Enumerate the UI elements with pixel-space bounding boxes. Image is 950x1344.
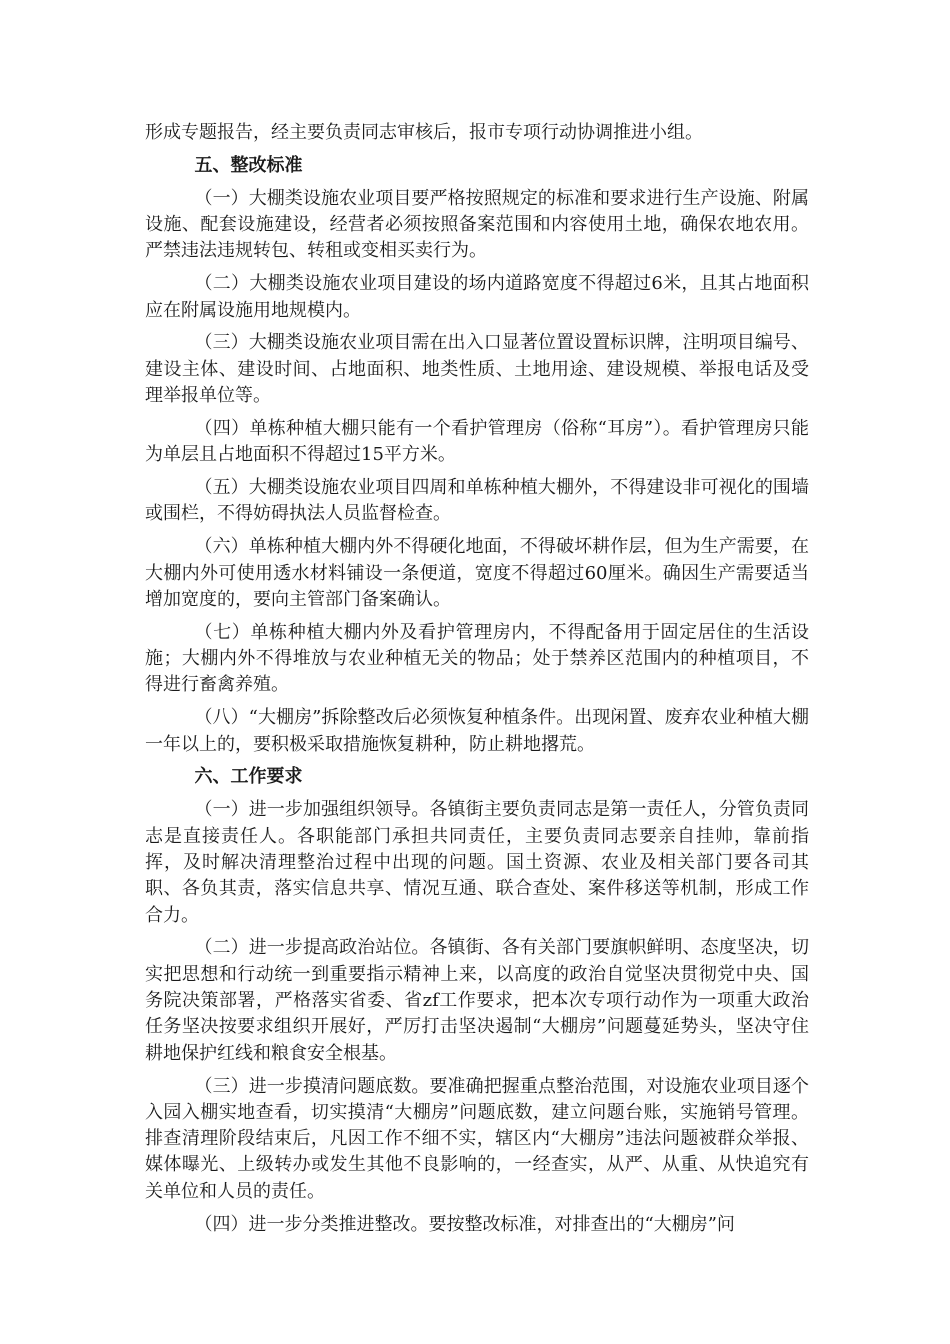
paragraph: （七）单栋种植大棚内外及看护管理房内，不得配备用于固定居住的生活设施；大棚内外不得堆放与农业种植无关的物品；处于禁养区范围内的种植项目，不得进行畜禽养殖。 [145,621,809,696]
paragraph: （三）大棚类设施农业项目需在出入口显著位置设置标识牌，注明项目编号、建设主体、建设时间、占地面积、地类性质、土地用途、建设规模、举报电话及受理举报单位等。 [145,332,809,407]
section-heading-5: 五、整改标准 [194,154,303,176]
document-body [145,120,809,1244]
paragraph: （八）“大棚房”拆除整改后必须恢复种植条件。出现闲置、废弃农业种植大棚一年以上的，要积极采取措施恢复耕种，防止耕地撂荒。 [145,707,809,755]
paragraph: （一）大棚类设施农业项目要严格按照规定的标准和要求进行生产设施、附属设施、配套设施建设，经营者必须按照备案范围和内容使用土地，确保农地农用。严禁违法违规转包、转租或变相买卖行为。 [145,187,809,262]
paragraph: （一）进一步加强组织领导。各镇街主要负责同志是第一责任人，分管负责同志是直接责任人。各职能部门承担共同责任，主要负责同志要亲自挂帅，靠前指挥，及时解决清理整治过程中出现的问题。国土资源、农业及相关部门要各司其职、各负其责，落实信息共享、情况互通、联合查处、案件移送等机制，形成工作合力。 [145,799,809,926]
paragraph: （四）单栋种植大棚只能有一个看护管理房（俗称“耳房”）。看护管理房只能为单层且占地面积不得超过15平方米。 [145,417,809,466]
paragraph: （四）进一步分类推进整改。要按整改标准，对排查出的“大棚房”问 [194,1213,735,1235]
section-heading-6: 六、工作要求 [194,766,303,788]
paragraph: （二）进一步提高政治站位。各镇街、各有关部门要旗帜鲜明、态度坚决，切实把思想和行动统一到重要指示精神上来，以高度的政治自觉坚决贯彻党中央、国务院决策部署，严格落实省委、省zf工作要求，把本次专项行动作为一项重大政治任务坚决按要求组织开展好，严厉打击坚决遏制“大棚房”问题蔓延势头，坚决守住耕地保护红线和粮食安全根基。 [145,937,809,1064]
paragraph: （三）进一步摸清问题底数。要准确把握重点整治范围，对设施农业项目逐个入园入棚实地查看，切实摸清“大棚房”问题底数，建立问题台账，实施销号管理。排查清理阶段结束后，凡因工作不细不实，辖区内“大棚房”违法问题被群众举报、媒体曝光、上级转办或发生其他不良影响的，一经查实，从严、从重、从快追究有关单位和人员的责任。 [145,1075,809,1202]
paragraph: （六）单栋种植大棚内外不得硬化地面，不得破坏耕作层，但为生产需要，在大棚内外可使用透水材料铺设一条便道，宽度不得超过60厘米。确因生产需要适当增加宽度的，要向主管部门备案确认。 [145,536,809,610]
paragraph: （五）大棚类设施农业项目四周和单栋种植大棚外，不得建设非可视化的围墙或围栏，不得妨碍执法人员监督检查。 [145,477,809,525]
paragraph-continuation: 形成专题报告，经主要负责同志审核后，报市专项行动协调推进小组。 [145,122,703,143]
paragraph: （二）大棚类设施农业项目建设的场内道路宽度不得超过6米，且其占地面积应在附属设施用地规模内。 [145,273,809,321]
